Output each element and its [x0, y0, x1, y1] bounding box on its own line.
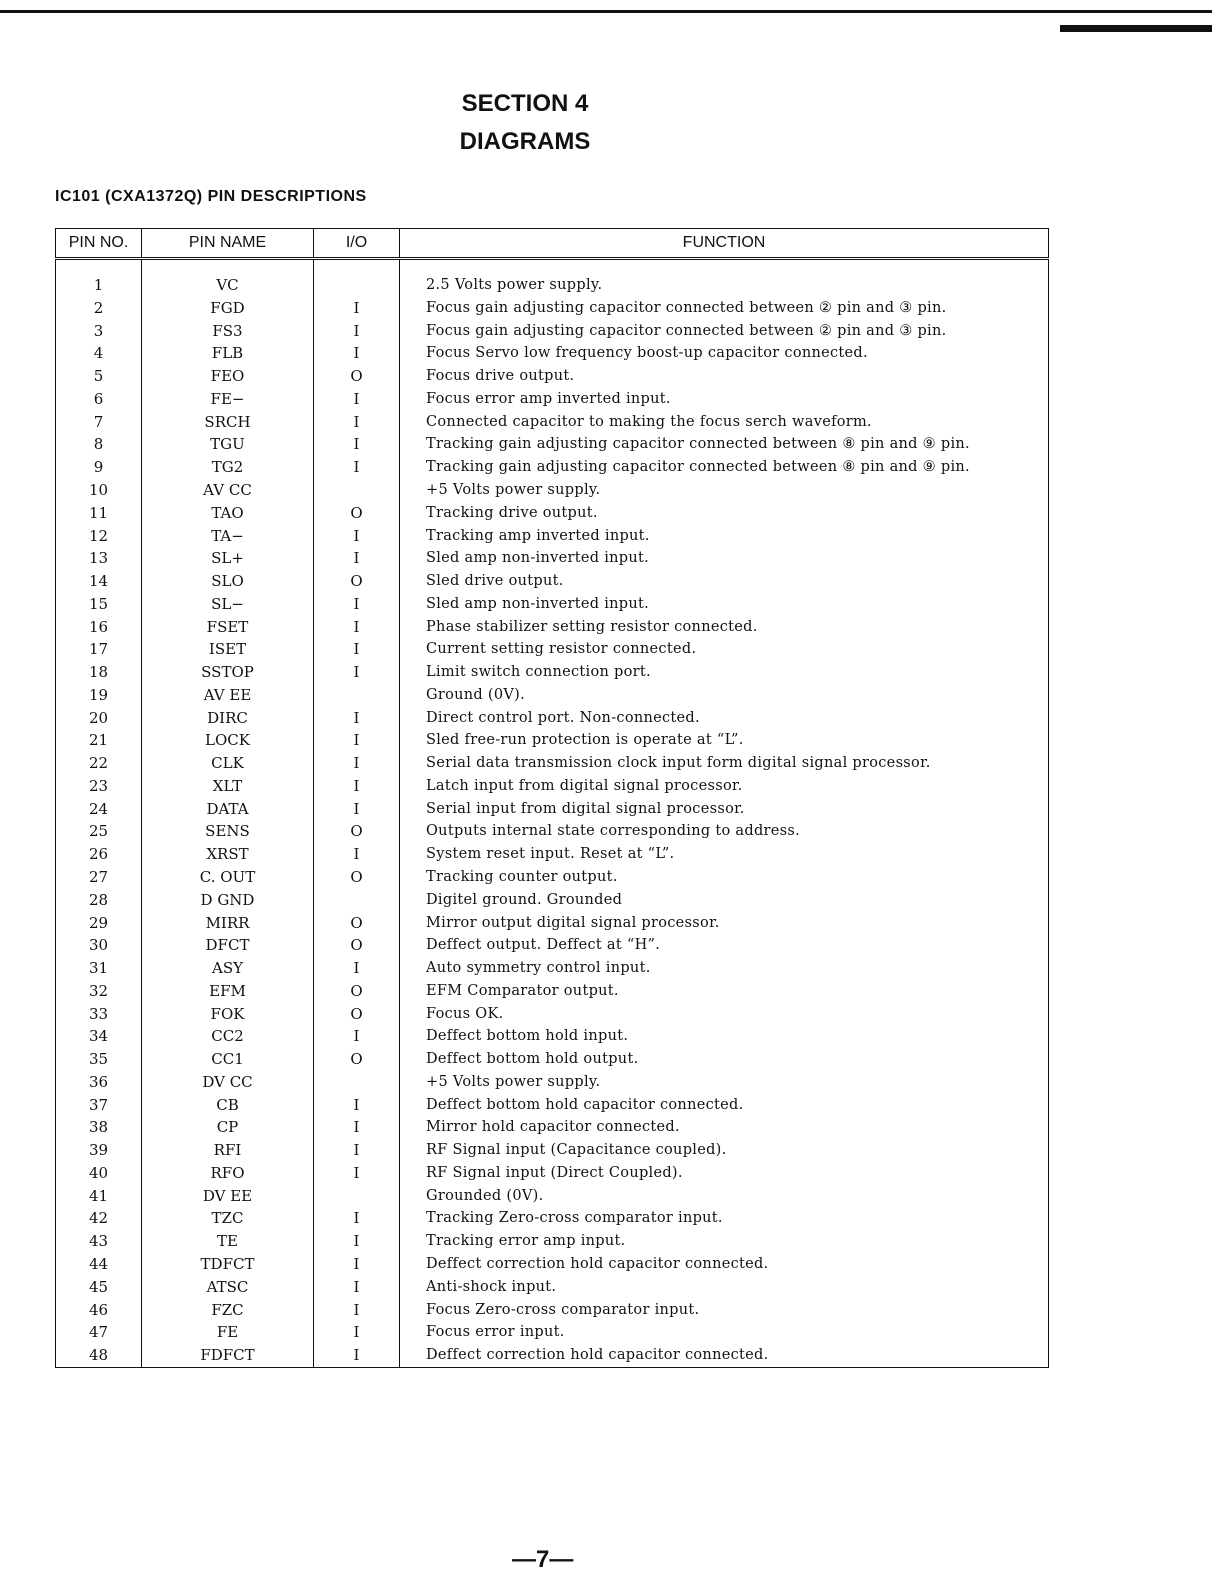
- cell-pin-no: 14: [56, 570, 142, 593]
- cell-pin-name: C. OUT: [142, 866, 314, 889]
- section-number: SECTION 4: [461, 90, 589, 117]
- cell-pin-no: 23: [56, 775, 142, 798]
- cell-pin-name: TGU: [142, 433, 314, 456]
- cell-pin-name: D GND: [142, 889, 314, 912]
- cell-function: Deffect output. Deffect at “H”.: [400, 934, 1049, 957]
- cell-io: O: [314, 980, 400, 1003]
- cell-pin-no: 46: [56, 1299, 142, 1322]
- cell-io: I: [314, 1094, 400, 1117]
- cell-function: Focus drive output.: [400, 365, 1049, 388]
- cell-pin-name: FS3: [142, 320, 314, 343]
- cell-pin-no: 39: [56, 1139, 142, 1162]
- cell-io: O: [314, 1003, 400, 1026]
- cell-pin-no: 22: [56, 752, 142, 775]
- table-header-row: [56, 229, 1049, 259]
- cell-function: Tracking Zero-cross comparator input.: [400, 1207, 1049, 1230]
- cell-io: I: [314, 1344, 400, 1367]
- cell-io: I: [314, 388, 400, 411]
- cell-pin-name: FLB: [142, 342, 314, 365]
- cell-pin-no: 5: [56, 365, 142, 388]
- cell-pin-name: DV EE: [142, 1185, 314, 1208]
- cell-function: Deffect bottom hold output.: [400, 1048, 1049, 1071]
- cell-pin-name: XRST: [142, 843, 314, 866]
- table-row: [56, 1116, 1049, 1139]
- cell-io: I: [314, 1162, 400, 1185]
- cell-function: Direct control port. Non-connected.: [400, 707, 1049, 730]
- cell-pin-name: DFCT: [142, 934, 314, 957]
- cell-pin-name: VC: [142, 259, 314, 297]
- cell-pin-no: 30: [56, 934, 142, 957]
- cell-pin-no: 47: [56, 1321, 142, 1344]
- cell-function: Tracking counter output.: [400, 866, 1049, 889]
- table-row: [56, 570, 1049, 593]
- cell-pin-name: ASY: [142, 957, 314, 980]
- cell-function: System reset input. Reset at “L”.: [400, 843, 1049, 866]
- table-row: [56, 593, 1049, 616]
- cell-io: I: [314, 1230, 400, 1253]
- cell-io: I: [314, 1207, 400, 1230]
- cell-pin-no: 3: [56, 320, 142, 343]
- cell-function: Tracking gain adjusting capacitor connected between ⑧ pin and ⑨ pin.: [400, 456, 1049, 479]
- cell-io: I: [314, 661, 400, 684]
- table-row: [56, 342, 1049, 365]
- table-row: [56, 616, 1049, 639]
- cell-io: I: [314, 524, 400, 547]
- cell-pin-no: 40: [56, 1162, 142, 1185]
- cell-pin-no: 45: [56, 1276, 142, 1299]
- cell-pin-no: 37: [56, 1094, 142, 1117]
- cell-io: I: [314, 1116, 400, 1139]
- cell-function: +5 Volts power supply.: [400, 479, 1049, 502]
- pin-description-table: [55, 228, 1049, 1368]
- cell-pin-no: 28: [56, 889, 142, 912]
- table-row: [56, 1253, 1049, 1276]
- cell-function: Focus Servo low frequency boost-up capacitor connected.: [400, 342, 1049, 365]
- cell-io: I: [314, 456, 400, 479]
- cell-pin-name: LOCK: [142, 729, 314, 752]
- cell-function: Sled amp non-inverted input.: [400, 593, 1049, 616]
- cell-io: O: [314, 502, 400, 525]
- cell-pin-no: 19: [56, 684, 142, 707]
- cell-io: O: [314, 866, 400, 889]
- cell-function: Current setting resistor connected.: [400, 638, 1049, 661]
- cell-pin-name: SL+: [142, 547, 314, 570]
- table-row: [56, 1276, 1049, 1299]
- table-row: [56, 456, 1049, 479]
- cell-function: Focus OK.: [400, 1003, 1049, 1026]
- table-row: [56, 1321, 1049, 1344]
- cell-function: Limit switch connection port.: [400, 661, 1049, 684]
- cell-pin-no: 31: [56, 957, 142, 980]
- cell-function: Ground (0V).: [400, 684, 1049, 707]
- table-row: [56, 547, 1049, 570]
- cell-io: I: [314, 638, 400, 661]
- cell-io: I: [314, 342, 400, 365]
- cell-io: I: [314, 707, 400, 730]
- cell-pin-no: 42: [56, 1207, 142, 1230]
- table-row: [56, 866, 1049, 889]
- table-row: [56, 911, 1049, 934]
- cell-pin-no: 24: [56, 798, 142, 821]
- table-row: [56, 524, 1049, 547]
- cell-io: I: [314, 1139, 400, 1162]
- cell-function: Auto symmetry control input.: [400, 957, 1049, 980]
- table-row: [56, 259, 1049, 297]
- cell-function: Mirror hold capacitor connected.: [400, 1116, 1049, 1139]
- cell-pin-name: TA−: [142, 524, 314, 547]
- cell-pin-name: EFM: [142, 980, 314, 1003]
- cell-io: I: [314, 433, 400, 456]
- cell-function: Digitel ground. Grounded: [400, 889, 1049, 912]
- cell-pin-no: 6: [56, 388, 142, 411]
- cell-io: I: [314, 775, 400, 798]
- table-row: [56, 957, 1049, 980]
- cell-io: [314, 479, 400, 502]
- cell-io: I: [314, 752, 400, 775]
- table-row: [56, 297, 1049, 320]
- cell-function: Focus error amp inverted input.: [400, 388, 1049, 411]
- cell-function: Tracking amp inverted input.: [400, 524, 1049, 547]
- cell-pin-name: DV CC: [142, 1071, 314, 1094]
- cell-pin-name: AV CC: [142, 479, 314, 502]
- cell-pin-name: SLO: [142, 570, 314, 593]
- cell-pin-name: CB: [142, 1094, 314, 1117]
- section-title: DIAGRAMS: [459, 128, 591, 155]
- cell-io: I: [314, 320, 400, 343]
- cell-pin-no: 17: [56, 638, 142, 661]
- cell-pin-no: 10: [56, 479, 142, 502]
- cell-pin-name: ISET: [142, 638, 314, 661]
- cell-pin-name: CC1: [142, 1048, 314, 1071]
- cell-pin-no: 38: [56, 1116, 142, 1139]
- cell-io: I: [314, 798, 400, 821]
- cell-function: Focus Zero-cross comparator input.: [400, 1299, 1049, 1322]
- cell-function: Deffect correction hold capacitor connected.: [400, 1253, 1049, 1276]
- cell-io: [314, 889, 400, 912]
- cell-pin-no: 29: [56, 911, 142, 934]
- cell-pin-name: TE: [142, 1230, 314, 1253]
- cell-pin-name: FSET: [142, 616, 314, 639]
- cell-io: I: [314, 957, 400, 980]
- cell-function: RF Signal input (Capacitance coupled).: [400, 1139, 1049, 1162]
- top-rule: [0, 10, 1212, 13]
- cell-pin-name: FZC: [142, 1299, 314, 1322]
- cell-function: Focus error input.: [400, 1321, 1049, 1344]
- cell-function: Tracking error amp input.: [400, 1230, 1049, 1253]
- cell-pin-no: 27: [56, 866, 142, 889]
- cell-function: Connected capacitor to making the focus serch waveform.: [400, 411, 1049, 434]
- cell-function: Sled drive output.: [400, 570, 1049, 593]
- cell-pin-no: 1: [56, 259, 142, 297]
- table-row: [56, 638, 1049, 661]
- table-row: [56, 320, 1049, 343]
- cell-io: I: [314, 1299, 400, 1322]
- cell-pin-no: 12: [56, 524, 142, 547]
- cell-pin-no: 35: [56, 1048, 142, 1071]
- cell-pin-no: 21: [56, 729, 142, 752]
- cell-pin-name: TAO: [142, 502, 314, 525]
- cell-function: Latch input from digital signal processor.: [400, 775, 1049, 798]
- cell-pin-no: 36: [56, 1071, 142, 1094]
- cell-function: Deffect correction hold capacitor connected.: [400, 1344, 1049, 1367]
- table-row: [56, 1299, 1049, 1322]
- cell-io: I: [314, 1025, 400, 1048]
- pin-descriptions-title: IC101 (CXA1372Q) PIN DESCRIPTIONS: [55, 188, 367, 205]
- cell-pin-name: DIRC: [142, 707, 314, 730]
- table-row: [56, 707, 1049, 730]
- header-io: I/O: [314, 229, 400, 259]
- cell-pin-no: 44: [56, 1253, 142, 1276]
- table-row: [56, 1094, 1049, 1117]
- table-row: [56, 1162, 1049, 1185]
- cell-function: Tracking drive output.: [400, 502, 1049, 525]
- table-row: [56, 1003, 1049, 1026]
- cell-pin-name: MIRR: [142, 911, 314, 934]
- table-row: [56, 365, 1049, 388]
- cell-io: O: [314, 365, 400, 388]
- table-row: [56, 1048, 1049, 1071]
- cell-function: Focus gain adjusting capacitor connected between ② pin and ③ pin.: [400, 320, 1049, 343]
- cell-pin-no: 32: [56, 980, 142, 1003]
- cell-io: [314, 259, 400, 297]
- table-row: [56, 1230, 1049, 1253]
- cell-pin-name: RFO: [142, 1162, 314, 1185]
- table-row: [56, 661, 1049, 684]
- cell-io: [314, 1185, 400, 1208]
- table-row: [56, 684, 1049, 707]
- cell-io: O: [314, 934, 400, 957]
- table-row: [56, 752, 1049, 775]
- table-row: [56, 1071, 1049, 1094]
- cell-io: I: [314, 1253, 400, 1276]
- header-function: FUNCTION: [400, 229, 1049, 259]
- table-row: [56, 820, 1049, 843]
- cell-io: I: [314, 547, 400, 570]
- cell-pin-name: SENS: [142, 820, 314, 843]
- table-row: [56, 980, 1049, 1003]
- top-rule-thick: [1060, 25, 1212, 32]
- cell-io: I: [314, 593, 400, 616]
- cell-function: EFM Comparator output.: [400, 980, 1049, 1003]
- cell-function: Deffect bottom hold input.: [400, 1025, 1049, 1048]
- cell-function: Anti-shock input.: [400, 1276, 1049, 1299]
- cell-function: Sled free-run protection is operate at “L”.: [400, 729, 1049, 752]
- table-row: [56, 843, 1049, 866]
- cell-function: 2.5 Volts power supply.: [400, 259, 1049, 297]
- cell-io: O: [314, 570, 400, 593]
- cell-pin-no: 7: [56, 411, 142, 434]
- cell-io: [314, 1071, 400, 1094]
- cell-pin-name: AV EE: [142, 684, 314, 707]
- cell-pin-name: TZC: [142, 1207, 314, 1230]
- cell-pin-name: RFI: [142, 1139, 314, 1162]
- cell-pin-name: FE: [142, 1321, 314, 1344]
- cell-pin-name: CP: [142, 1116, 314, 1139]
- table-row: [56, 934, 1049, 957]
- table-row: [56, 411, 1049, 434]
- cell-pin-name: CC2: [142, 1025, 314, 1048]
- cell-io: O: [314, 820, 400, 843]
- cell-pin-no: 11: [56, 502, 142, 525]
- cell-pin-no: 26: [56, 843, 142, 866]
- cell-function: Serial data transmission clock input form digital signal processor.: [400, 752, 1049, 775]
- cell-function: Mirror output digital signal processor.: [400, 911, 1049, 934]
- cell-pin-name: FE−: [142, 388, 314, 411]
- table-body: [56, 259, 1049, 1368]
- cell-io: O: [314, 911, 400, 934]
- cell-pin-name: FEO: [142, 365, 314, 388]
- cell-pin-name: SRCH: [142, 411, 314, 434]
- cell-io: I: [314, 1276, 400, 1299]
- table-row: [56, 1344, 1049, 1367]
- cell-pin-no: 8: [56, 433, 142, 456]
- cell-io: I: [314, 297, 400, 320]
- table-row: [56, 479, 1049, 502]
- page-number: —7—: [512, 1546, 574, 1573]
- cell-pin-no: 4: [56, 342, 142, 365]
- table-row: [56, 388, 1049, 411]
- cell-io: [314, 684, 400, 707]
- cell-pin-name: TDFCT: [142, 1253, 314, 1276]
- cell-pin-no: 13: [56, 547, 142, 570]
- table-row: [56, 433, 1049, 456]
- table-row: [56, 798, 1049, 821]
- cell-function: Serial input from digital signal processor.: [400, 798, 1049, 821]
- table-row: [56, 502, 1049, 525]
- cell-pin-name: SL−: [142, 593, 314, 616]
- cell-pin-no: 43: [56, 1230, 142, 1253]
- cell-pin-no: 25: [56, 820, 142, 843]
- section-heading: [430, 85, 620, 161]
- header-pin-name: PIN NAME: [142, 229, 314, 259]
- cell-pin-no: 2: [56, 297, 142, 320]
- cell-pin-no: 34: [56, 1025, 142, 1048]
- cell-pin-no: 20: [56, 707, 142, 730]
- cell-function: Sled amp non-inverted input.: [400, 547, 1049, 570]
- cell-function: Deffect bottom hold capacitor connected.: [400, 1094, 1049, 1117]
- cell-pin-name: CLK: [142, 752, 314, 775]
- cell-pin-name: FDFCT: [142, 1344, 314, 1367]
- cell-io: I: [314, 616, 400, 639]
- cell-io: O: [314, 1048, 400, 1071]
- cell-pin-no: 16: [56, 616, 142, 639]
- cell-pin-name: SSTOP: [142, 661, 314, 684]
- table-row: [56, 889, 1049, 912]
- cell-io: I: [314, 1321, 400, 1344]
- cell-pin-name: TG2: [142, 456, 314, 479]
- cell-function: RF Signal input (Direct Coupled).: [400, 1162, 1049, 1185]
- cell-pin-no: 33: [56, 1003, 142, 1026]
- table-row: [56, 1185, 1049, 1208]
- cell-pin-name: FOK: [142, 1003, 314, 1026]
- cell-pin-no: 9: [56, 456, 142, 479]
- cell-io: I: [314, 729, 400, 752]
- cell-pin-no: 41: [56, 1185, 142, 1208]
- cell-pin-no: 48: [56, 1344, 142, 1367]
- cell-pin-name: DATA: [142, 798, 314, 821]
- table-row: [56, 729, 1049, 752]
- table-row: [56, 1025, 1049, 1048]
- cell-function: Focus gain adjusting capacitor connected between ② pin and ③ pin.: [400, 297, 1049, 320]
- cell-io: I: [314, 411, 400, 434]
- cell-function: Grounded (0V).: [400, 1185, 1049, 1208]
- cell-function: Phase stabilizer setting resistor connected.: [400, 616, 1049, 639]
- header-pin-no: PIN NO.: [56, 229, 142, 259]
- cell-function: +5 Volts power supply.: [400, 1071, 1049, 1094]
- cell-pin-name: FGD: [142, 297, 314, 320]
- table-row: [56, 1139, 1049, 1162]
- table-row: [56, 775, 1049, 798]
- cell-pin-no: 18: [56, 661, 142, 684]
- table-row: [56, 1207, 1049, 1230]
- cell-pin-no: 15: [56, 593, 142, 616]
- cell-function: Tracking gain adjusting capacitor connected between ⑧ pin and ⑨ pin.: [400, 433, 1049, 456]
- cell-pin-name: ATSC: [142, 1276, 314, 1299]
- cell-pin-name: XLT: [142, 775, 314, 798]
- cell-io: I: [314, 843, 400, 866]
- cell-function: Outputs internal state corresponding to address.: [400, 820, 1049, 843]
